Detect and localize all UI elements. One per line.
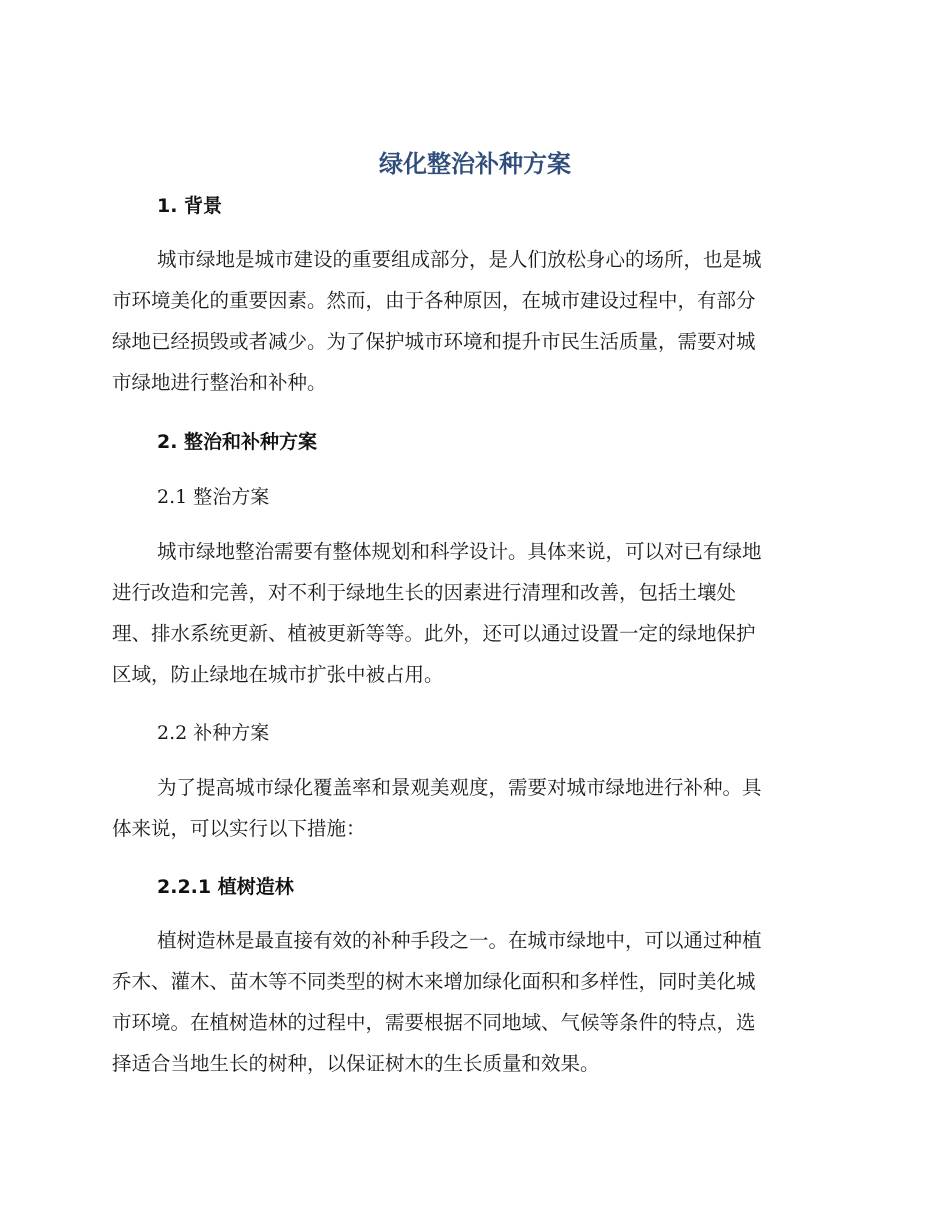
paragraph-line: 乔木、灌木、苗木等不同类型的树木来增加绿化面积和多样性，同时美化城 [112,970,756,993]
paragraph-afforestation [112,920,832,1084]
paragraph-replanting [112,767,832,849]
paragraph-line: 进行改造和完善，对不利于绿地生长的因素进行清理和改善，包括土壤处 [112,581,737,604]
paragraph-line: 绿地已经损毁或者减少。为了保护城市环境和提升市民生活质量，需要对城 [112,330,756,353]
subsection-heading-remediation: 2.1 整治方案 [157,486,270,508]
paragraph-line: 体来说，可以实行以下措施： [112,817,366,840]
paragraph-line: 区域，防止绿地在城市扩张中被占用。 [112,663,444,686]
paragraph-line: 城市绿地整治需要有整体规划和科学设计。具体来说，可以对已有绿地 [157,540,762,563]
section-heading-background: 1. 背景 [157,195,223,217]
paragraph-line: 市环境。在植树造林的过程中，需要根据不同地域、气候等条件的特点，选 [112,1011,756,1034]
paragraph-line: 城市绿地是城市建设的重要组成部分，是人们放松身心的场所，也是城 [157,248,762,271]
paragraph-line: 植树造林是最直接有效的补种手段之一。在城市绿地中，可以通过种植 [157,929,762,952]
paragraph-background [112,239,832,403]
subsection-heading-afforestation: 2.2.1 植树造林 [157,876,294,898]
paragraph-line: 为了提高城市绿化覆盖率和景观美观度，需要对城市绿地进行补种。具 [157,776,762,799]
document-title: 绿化整治补种方案 [379,150,571,178]
paragraph-line: 市绿地进行整治和补种。 [112,371,327,394]
paragraph-line: 市环境美化的重要因素。然而，由于各种原因，在城市建设过程中，有部分 [112,289,756,312]
paragraph-line: 理、排水系统更新、植被更新等等。此外，还可以通过设置一定的绿地保护 [112,622,756,645]
subsection-heading-replanting: 2.2 补种方案 [157,722,270,744]
paragraph-line: 择适合当地生长的树种，以保证树木的生长质量和效果。 [112,1052,600,1075]
paragraph-remediation [112,531,832,695]
section-heading-plan: 2. 整治和补种方案 [157,431,318,453]
